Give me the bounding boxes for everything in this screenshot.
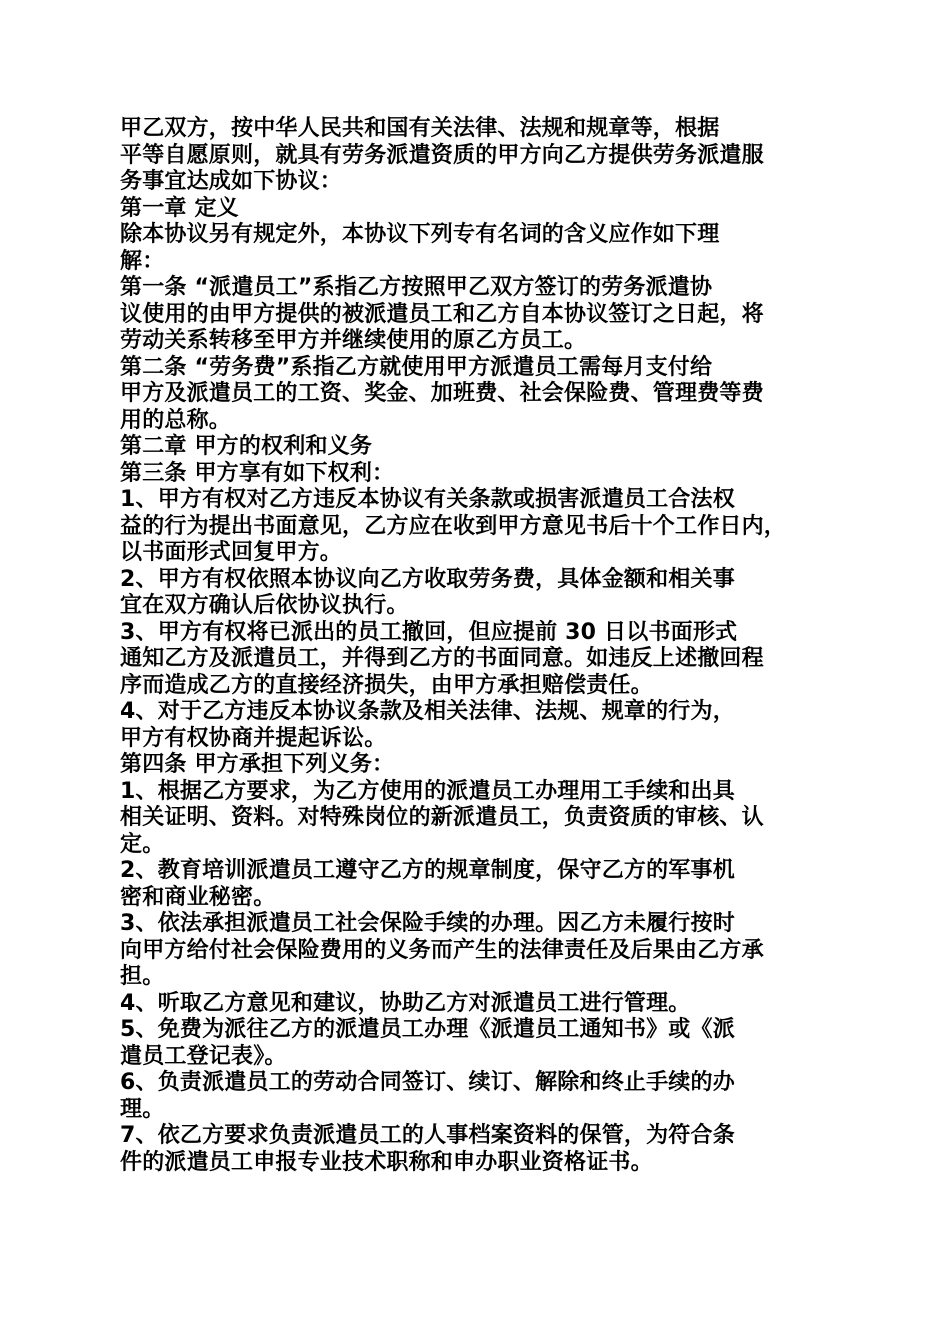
- text-line: 担。: [120, 964, 165, 989]
- text-line: 理。: [120, 1096, 165, 1122]
- text-line: 除本协议另有规定外，本协议下列专有名词的含义应作如下理: [120, 222, 720, 247]
- list-item-line: 1、甲方有权对乙方违反本协议有关条款或损害派遣员工合法权: [120, 487, 735, 512]
- text-line: 件的派遣员工申报专业技术职称和申办职业资格证书。: [120, 1149, 653, 1175]
- text-line: 宜在双方确认后依协议执行。: [120, 593, 409, 618]
- text-line: 甲方及派遣员工的工资、奖金、加班费、社会保险费、管理费等费: [120, 381, 764, 406]
- text-line: 相关证明、资料。对特殊岗位的新派遣员工，负责资质的审核、认: [120, 805, 764, 830]
- list-item-line: 2、教育培训派遣员工遵守乙方的规章制度，保守乙方的军事机: [120, 858, 735, 883]
- list-item-line: 1、根据乙方要求，为乙方使用的派遣员工办理用工手续和出具: [120, 778, 735, 804]
- text-line: 遣员工登记表》。: [120, 1043, 287, 1069]
- text-line: 务事宜达成如下协议：: [120, 169, 343, 194]
- article-line: 第二条 “劳务费”系指乙方就使用甲方派遣员工需每月支付给: [120, 354, 713, 380]
- list-item-line: 5、免费为派往乙方的派遣员工办理《派遣员工通知书》或《派: [120, 1017, 735, 1042]
- text-line: 甲乙双方，按中华人民共和国有关法律、法规和规章等，根据: [120, 116, 720, 141]
- article-line: 第四条 甲方承担下列义务：: [120, 752, 395, 777]
- list-item-line: 4、对于乙方违反本协议条款及相关法律、法规、规章的行为，: [120, 699, 735, 724]
- article-line: 第一条 “派遣员工”系指乙方按照甲乙双方签订的劳务派遣协: [120, 275, 713, 300]
- list-item-line: 2、甲方有权依照本协议向乙方收取劳务费，具体金额和相关事: [120, 566, 735, 592]
- text-line: 定。: [120, 831, 165, 857]
- text-line: 密和商业秘密。: [120, 884, 276, 910]
- text-line: 序而造成乙方的直接经济损失，由甲方承担赔偿责任。: [120, 672, 653, 698]
- text-line: 向甲方给付社会保险费用的义务而产生的法律责任及后果由乙方承: [120, 937, 764, 963]
- article-line: 第三条 甲方享有如下权利：: [120, 460, 395, 486]
- text-line: 劳动关系转移至甲方并继续使用的原乙方员工。: [120, 328, 587, 353]
- text-line: 甲方有权协商并提起诉讼。: [120, 725, 387, 751]
- text-line: 益的行为提出书面意见，乙方应在收到甲方意见书后十个工作日内，: [120, 513, 787, 539]
- text-line: 平等自愿原则，就具有劳务派遣资质的甲方向乙方提供劳务派遣服: [120, 142, 764, 168]
- text-line: 以书面形式回复甲方。: [120, 540, 343, 565]
- text-line: 用的总称。: [120, 407, 232, 433]
- chapter-heading: 第一章 定义: [120, 195, 239, 221]
- chapter-heading: 第二章 甲方的权利和义务: [120, 434, 373, 459]
- document-body: [120, 116, 830, 1176]
- list-item-line: 7、依乙方要求负责派遣员工的人事档案资料的保管，为符合条: [120, 1123, 735, 1148]
- text-line: 通知乙方及派遣员工，并得到乙方的书面同意。如违反上述撤回程: [120, 646, 764, 671]
- list-item-line: 4、听取乙方意见和建议，协助乙方对派遣员工进行管理。: [120, 990, 691, 1016]
- list-item-line: 6、负责派遣员工的劳动合同签订、续订、解除和终止手续的办: [120, 1070, 735, 1095]
- text-line: 议使用的由甲方提供的被派遣员工和乙方自本协议签订之日起，将: [120, 301, 764, 327]
- list-item-line: 3、依法承担派遣员工社会保险手续的办理。因乙方未履行按时: [120, 911, 735, 936]
- list-item-line: 3、甲方有权将已派出的员工撤回，但应提前 30 日以书面形式: [120, 619, 738, 645]
- text-line: 解：: [120, 248, 165, 274]
